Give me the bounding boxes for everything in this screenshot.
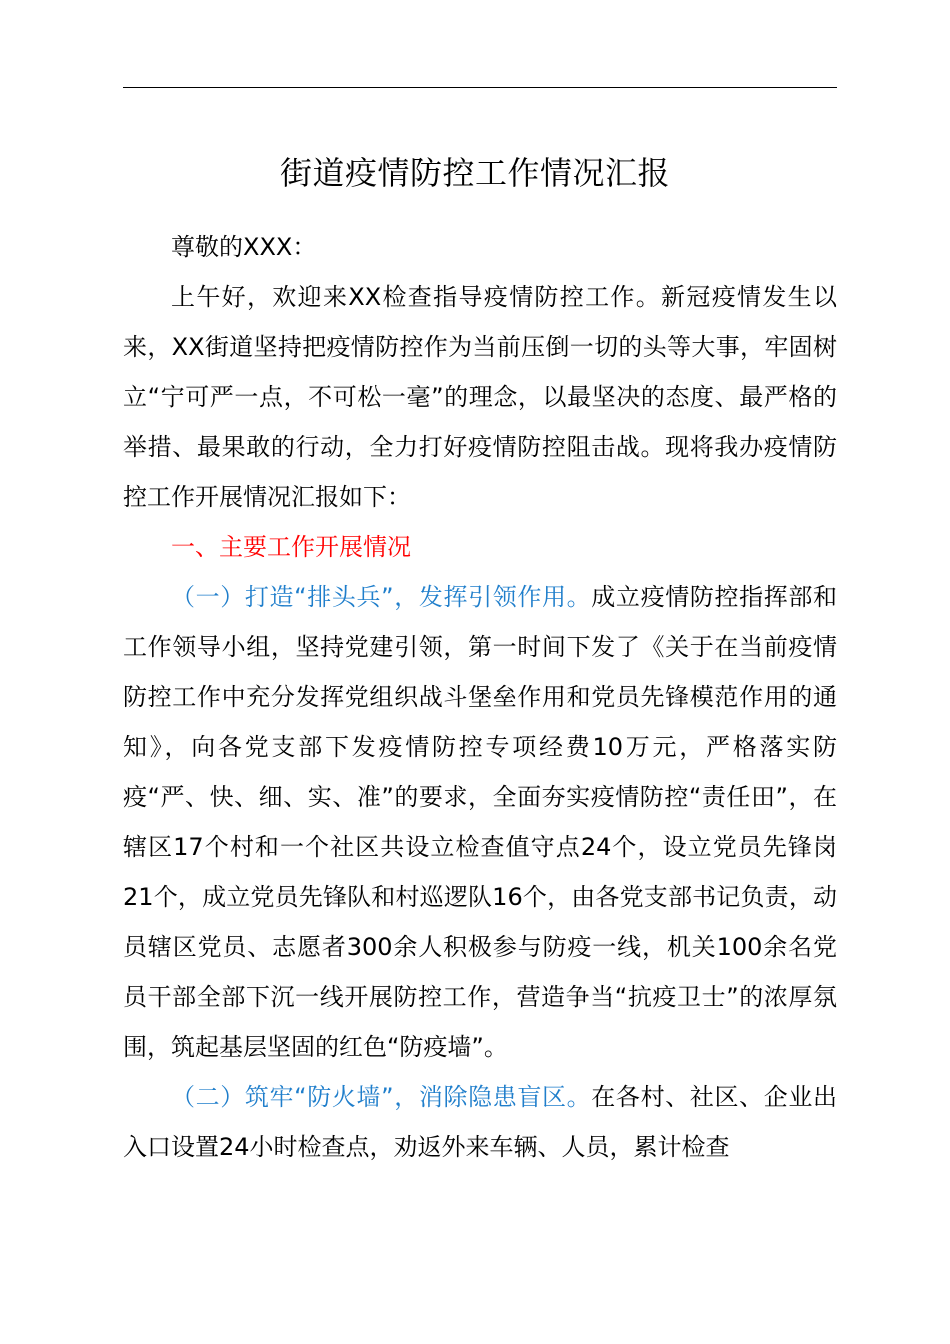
salutation: 尊敬的XXX：: [171, 233, 317, 261]
subsection-1-paragraph: [123, 572, 837, 1072]
document-title: 街道疫情防控工作情况汇报: [279, 154, 670, 192]
subsection-2-heading: （二）筑牢“防火墙”，消除隐患盲区。: [171, 1083, 592, 1111]
subsection-2-paragraph: [123, 1072, 837, 1172]
header-rule: [123, 87, 837, 88]
intro-paragraph: 上午好，欢迎来XX检查指导疫情防控工作。新冠疫情发生以来，XX街道坚持把疫情防控作为当前压倒一切的头等大事，牢固树立“宁可严一点，不可松一毫”的理念，以最坚决的态度、最严格的举措、最果敢的行动，全力打好疫情防控阻击战。现将我办疫情防控工作开展情况汇报如下：: [123, 283, 837, 511]
section-heading-1: 一、主要工作开展情况: [171, 533, 411, 561]
subsection-1-heading: （一）打造“排头兵”，发挥引领作用。: [171, 583, 592, 611]
subsection-1-body: 成立疫情防控指挥部和工作领导小组，坚持党建引领，第一时间下发了《关于在当前疫情防控工作中充分发挥党组织战斗堡垒作用和党员先锋模范作用的通知》，向各党支部下发疫情防控专项经费10万元，严格落实防疫“严、快、细、实、准”的要求，全面夯实疫情防控“责任田”，在辖区17个村和一个社区共设立检查值守点24个，设立党员先锋岗21个，成立党员先锋队和村巡逻队16个，由各党支部书记负责，动员辖区党员、志愿者300余人积极参与防疫一线，机关100余名党员干部全部下沉一线开展防控工作，营造争当“抗疫卫士”的浓厚氛围，筑起基层坚固的红色“防疫墙”。: [123, 583, 838, 1061]
subsection-2-body: 在各村、社区、企业出入口设置24小时检查点，劝返外来车辆、人员，累计检查: [123, 1083, 838, 1161]
document-body: [123, 222, 837, 1172]
